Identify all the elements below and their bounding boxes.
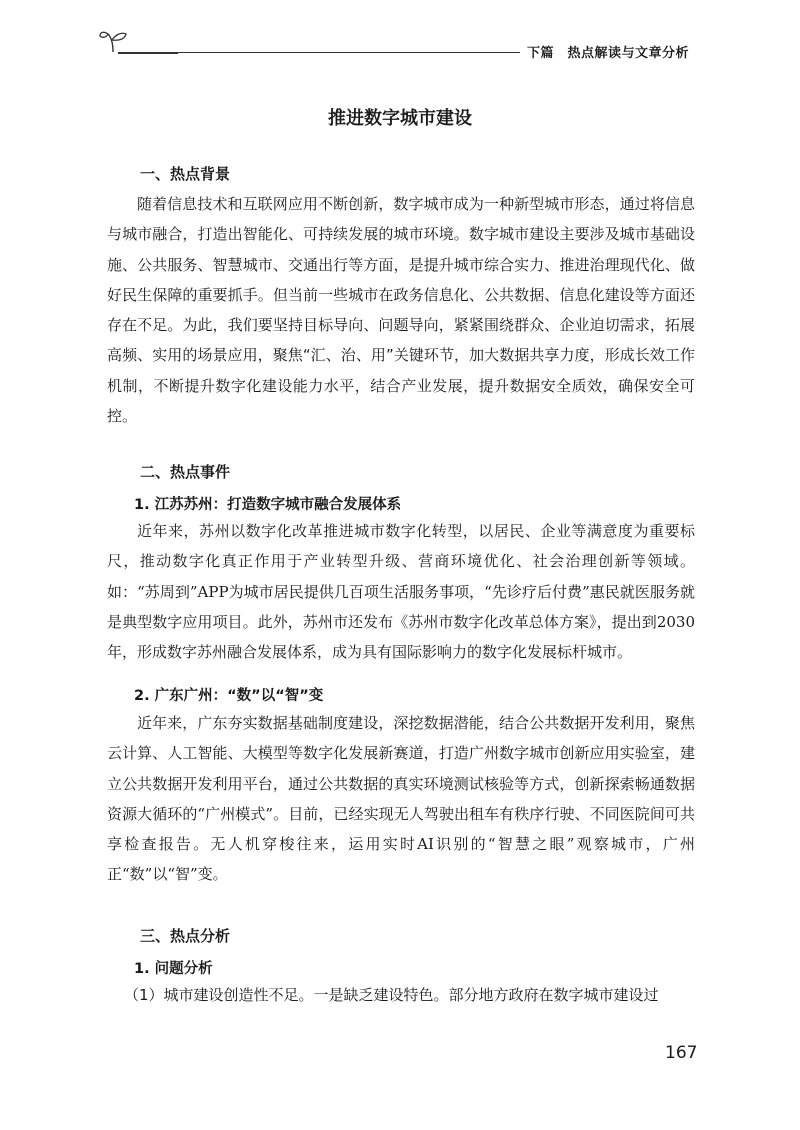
running-header — [0, 0, 800, 70]
page-title: 推进数字城市建设 — [328, 108, 472, 129]
header-short-rule — [118, 52, 178, 54]
analysis-point-1: （1）城市建设创造性不足。一是缺乏建设特色。部分地方政府在数字城市建设过 — [124, 986, 659, 1004]
header-rule — [118, 52, 520, 53]
page-number: 167 — [665, 1043, 698, 1063]
paragraph-case1: 近年来，苏州以数字化改革推进城市数字化转型，以居民、企业等满意度为重要标尺，推动数字化真正作用于产业转型升级、营商环境优化、社会治理创新等领域。如：“苏周到”APP为城市居民提供几百项生活服务事项，“先诊疗后付费”惠民就医服务就是典型数字应用项目。此外，苏州市还发布《苏州市数字化改革总体方案》，提出到2030年，形成数字苏州融合发展体系，成为具有国际影响力的数字化发展标杆城市。 — [107, 522, 695, 662]
heading-background: 一、热点背景 — [140, 165, 231, 183]
paragraph-case2: 近年来，广东夯实数据基础制度建设，深挖数据潜能，结合公共数据开发利用，聚焦云计算、人工智能、大模型等数字化发展新赛道，打造广州数字城市创新应用实验室，建立公共数据开发利用平台，通过公共数据的真实环境测试核验等方式，创新探索畅通数据资源大循环的“广州模式”。目前，已经实现无人驾驶出租车有秩序行驶、不同医院间可共享检查报告。无人机穿梭往来，运用实时AI识别的“智慧之眼”观察城市，广州正“数”以“智”变。 — [107, 714, 695, 884]
sprout-icon — [98, 28, 132, 54]
heading-analysis: 三、热点分析 — [140, 927, 231, 945]
paragraph-background: 随着信息技术和互联网应用不断创新，数字城市成为一种新型城市形态，通过将信息与城市融合，打造出智能化、可持续发展的城市环境。数字城市建设主要涉及城市基础设施、公共服务、智慧城市、交通出行等方面，是提升城市综合实力、推进治理现代化、做好民生保障的重要抓手。但当前一些城市在政务信息化、公共数据、信息化建设等方面还存在不足。为此，我们要坚持目标导向、问题导向，紧紧围绕群众、企业迫切需求，拓展高频、实用的场景应用，聚焦“汇、治、用”关键环节，加大数据共享力度，形成长效工作机制，不断提升数字化建设能力水平，结合产业发展，提升数据安全质效，确保安全可控。 — [107, 195, 695, 426]
case1-title: 1. 江苏苏州：打造数字城市融合发展体系 — [134, 497, 402, 513]
header-section-label: 下篇 热点解读与文章分析 — [527, 46, 690, 61]
heading-events: 二、热点事件 — [140, 463, 231, 481]
case2-title: 2. 广东广州：“数”以“智”变 — [134, 688, 324, 704]
analysis-subtitle: 1. 问题分析 — [134, 961, 213, 977]
